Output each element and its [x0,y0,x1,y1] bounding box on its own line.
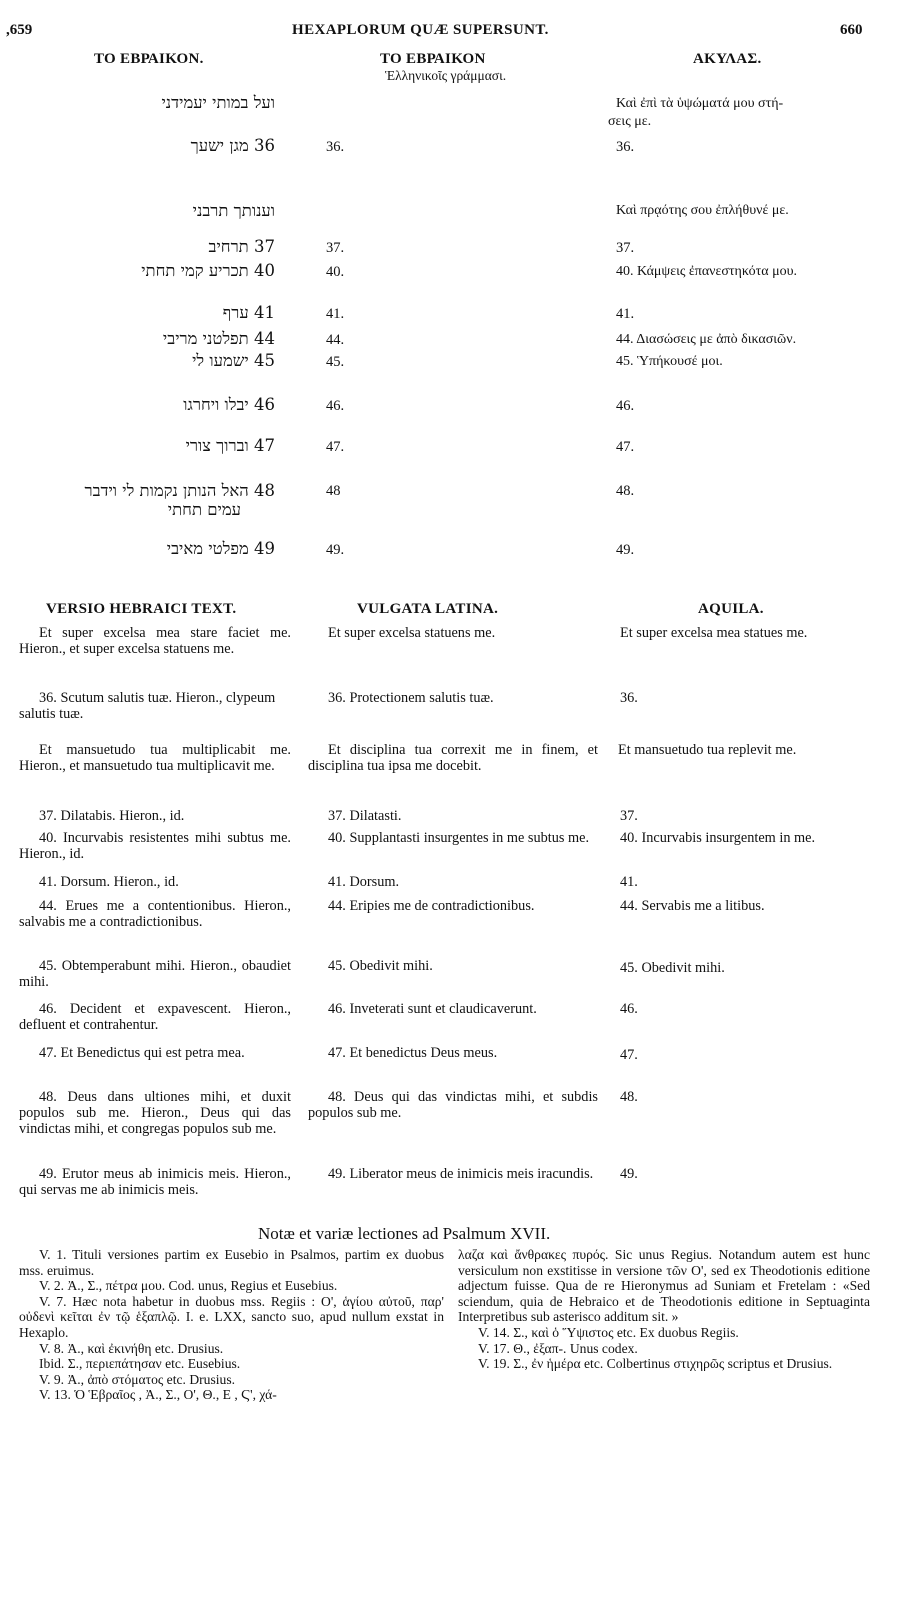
notes-right-column [458,1247,870,1372]
column-header-aquila-latin: AQUILA. [698,601,764,617]
aquila-greek-line: 45. Ὑπήκουσέ μοι. [616,354,723,369]
aquila-greek-line: 46. [616,398,635,414]
aquila-greek-line: 48. [616,483,635,499]
latin-vulgata-text: 37. Dilatasti. [328,808,402,824]
aquila-greek-line: 37. [616,240,635,256]
latin-aquila-text: 46. [620,1001,638,1017]
aquila-greek-line: σεις με. [608,114,652,129]
aquila-greek-line: Καὶ πρᾳότης σου ἐπλήθυνέ με. [616,203,789,218]
latin-versio-text: 41. Dorsum. Hieron., id. [39,874,179,890]
verse-number: 36. [326,139,345,155]
hebrew-line: 49 מפלטי מאיבי [166,539,275,558]
latin-versio-text: 44. Erues me a contentionibus. Hieron., salvabis me a contradictionibus. [19,898,291,930]
latin-vulgata-text: 45. Obedivit mihi. [328,958,433,974]
hebrew-line: 47 וברוך צורי [185,436,275,455]
verse-number: 41. [326,306,345,322]
hebrew-line: 44 תפלטני מריבי [162,329,275,348]
hebrew-line: 40 תכריע קמי תחתי [141,261,275,280]
note-entry: V. 19. Σ., ἐν ἡμέρα etc. Colbertinus στιχηρῶς scriptus et Drusius. [478,1356,833,1372]
note-entry: V. 13. Ὁ Ἑβραῖος , Ἀ., Σ., Ο', Θ., Ε , Ϛ', χά- [39,1387,277,1403]
latin-vulgata-text: 46. Inveterati sunt et claudicaverunt. [328,1001,537,1017]
note-entry: V. 1. Tituli versiones partim ex Eusebio in Psalmos, partim ex duobus mss. eruimus. [19,1247,444,1278]
latin-versio-text: 48. Deus dans ultiones mihi, et duxit populos sub me. Hieron., Deus qui das vindictas mihi, et congregas populos sub me. [19,1089,291,1137]
latin-vulgata-text: 36. Protectionem salutis tuæ. [328,690,494,706]
column-header-aquila: ΑΚΥΛΑΣ. [693,51,762,67]
column-header-hebrew-greek: ΤΟ ΕΒΡΑΙΚΟΝ [380,51,486,67]
verse-number: 49. [326,542,345,558]
page-number-left: ,659 [6,22,33,38]
latin-vulgata-text: 49. Liberator meus de inimicis meis iracundis. [328,1166,594,1182]
aquila-greek-line: Καὶ ἐπὶ τὰ ὑψώματά μου στή- [616,96,784,111]
hebrew-line: 46 יבלו ויחרגו [183,395,275,414]
verse-number: 48 [326,483,341,499]
latin-aquila-text: 37. [620,808,638,824]
hebrew-line: 45 ישמעו לי [192,351,275,370]
latin-versio-text: 36. Scutum salutis tuæ. Hieron., clypeum salutis tuæ. [19,690,276,722]
latin-vulgata-text: Et super excelsa statuens me. [328,625,496,641]
hebrew-line: וענותך תרבני [192,201,275,220]
latin-aquila-text: 36. [620,690,638,706]
latin-vulgata-text: Et disciplina tua correxit me in finem, et disciplina tua ipsa me docebit. [308,742,598,774]
latin-aquila-text: 44. Servabis me a litibus. [620,898,765,914]
latin-aquila-text: 48. [620,1089,638,1105]
latin-vulgata-text: 44. Eripies me de contradictionibus. [328,898,535,914]
latin-versio-text: 49. Erutor meus ab inimicis meis. Hieron., qui servas me ab inimicis meis. [19,1166,291,1198]
latin-versio-text: 47. Et Benedictus qui est petra mea. [39,1045,245,1061]
note-entry: V. 2. Ἀ., Σ., πέτρα μου. Cod. unus, Regius et Eusebius. [39,1278,338,1294]
latin-vulgata-text: 40. Supplantasti insurgentes in me subtus me. [328,830,590,846]
note-entry: λαζα καὶ ἄνθρακες πυρός. Sic unus Regius. Notandum autem est hunc versiculum non exstitisse in versione τῶν Ο', sed ex Theodotionis editione adjectum fuisse. Qua de re Hieronymus ad Suniam et Fretelam : «Sed sciendum, quia de Hebraico et de Theodotionis editione in Septuaginta Interpretibus sub asterisco additum sit. » [458,1247,870,1325]
aquila-greek-line: 49. [616,542,635,558]
hebrew-line: 36 מגן ישעך [190,136,275,155]
aquila-greek-line: 44. Διασώσεις με ἀπὸ δικασιῶν. [616,332,797,347]
latin-aquila-text: Et super excelsa mea statues me. [620,625,808,641]
aquila-greek-line: 36. [616,139,635,155]
note-entry: V. 9. Ἀ., ἀπὸ στόματος etc. Drusius. [39,1371,236,1387]
note-entry: V. 7. Hæc nota habetur in duobus mss. Regiis : Ο', ἁγίου αὐτοῦ, παρ' οὐδενὶ κεῖται ἐν τῷ ἑξαπλῷ. I. e. LXX, sancto suo, apud nullum exstat in Hexaplo. [19,1293,444,1340]
latin-versio-text: 46. Decident et expavescent. Hieron., defluent et contrahentur. [19,1001,291,1033]
running-title: HEXAPLORUM QUÆ SUPERSUNT. [292,22,549,38]
latin-aquila-text: 45. Obedivit mihi. [620,960,725,976]
latin-aquila-text: 40. Incurvabis insurgentem in me. [620,830,816,846]
notes-title: Notæ et variæ lectiones ad Psalmum XVII. [258,1224,551,1243]
note-entry: Ibid. Σ., περιεπάτησαν etc. Eusebius. [39,1356,241,1372]
latin-vulgata-text: 41. Dorsum. [328,874,400,890]
latin-versio-text: Et mansuetudo tua multiplicabit me. Hieron., et mansuetudo tua multiplicavit me. [19,742,291,774]
verse-number: 45. [326,354,345,370]
verse-number: 37. [326,240,345,256]
hebrew-line: 37 תרחיב [208,237,275,256]
aquila-greek-line: 40. Κάμψεις ἐπανεστηκότα μου. [616,264,798,279]
latin-vulgata-text: 48. Deus qui das vindictas mihi, et subdis populos sub me. [308,1089,598,1121]
hebrew-line: 41 ערף [222,303,275,322]
column-header-vulgata: VULGATA LATINA. [357,601,499,617]
note-entry: V. 8. Ἀ., καὶ ἐκινήθη etc. Drusius. [39,1340,224,1356]
latin-aquila-text: 41. [620,874,638,890]
verse-number: 47. [326,439,345,455]
latin-aquila-text: Et mansuetudo tua replevit me. [618,742,797,758]
latin-versio-text: Et super excelsa mea stare faciet me. Hieron., et super excelsa statuens me. [19,625,291,657]
hebrew-line: עמים תחתי [167,500,241,519]
latin-versio-text: 45. Obtemperabunt mihi. Hieron., obaudiet mihi. [19,958,291,990]
latin-aquila-text: 49. [620,1166,638,1182]
verse-number: 40. [326,264,345,280]
latin-aquila-text: 47. [620,1047,638,1063]
latin-versio-text: 37. Dilatabis. Hieron., id. [39,808,185,824]
verse-number: 44. [326,332,345,348]
latin-vulgata-text: 47. Et benedictus Deus meus. [328,1045,498,1061]
aquila-greek-line: 41. [616,306,635,322]
column-header-versio-hebraici: VERSIO HEBRAICI TEXT. [46,601,237,617]
note-entry: V. 14. Σ., καὶ ὁ Ὕψιστος etc. Ex duobus Regiis. [478,1324,739,1340]
note-entry: V. 17. Θ., ἐξαπ-. Unus codex. [478,1340,638,1356]
column-subheader-greek-letters: Ἑλληνικοῖς γράμμασι. [385,68,507,83]
hebrew-line: ועל במותי יעמידני [161,93,275,112]
page-number-right: 660 [840,22,863,38]
latin-versio-text: 40. Incurvabis resistentes mihi subtus me. Hieron., id. [19,830,291,862]
column-header-hebrew: ΤΟ ΕΒΡΑΙΚΟΝ. [94,51,204,67]
hebrew-line: 48 האל הנותן נקמות לי וידבר [84,481,275,500]
aquila-greek-line: 47. [616,439,635,455]
notes-left-column [19,1247,444,1403]
verse-number: 46. [326,398,345,414]
